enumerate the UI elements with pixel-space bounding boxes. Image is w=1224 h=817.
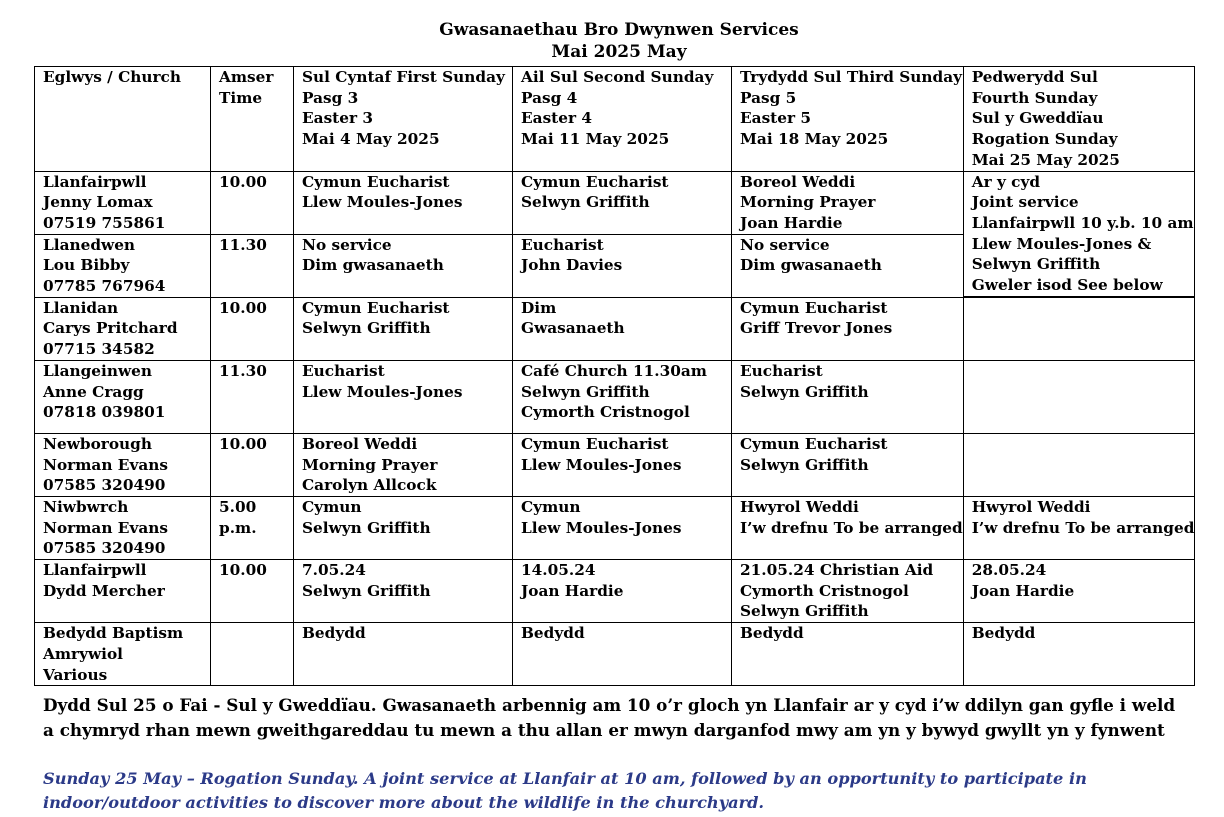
cell-sun4 (963, 496, 1195, 559)
cell-sun2 (513, 234, 732, 297)
header-sun1-line: Mai 4 May 2025 (302, 130, 440, 149)
header-sun2-line: Mai 11 May 2025 (521, 130, 670, 149)
cell-sun1 (294, 433, 513, 496)
cell-church-line: Llanedwen (43, 235, 136, 254)
cell-sun1-line: Selwyn Griffith (302, 518, 431, 537)
joint-service-cell (963, 171, 1195, 297)
cell-sun1-line: Llew Moules-Jones (302, 382, 463, 401)
cell-sun1-line: Selwyn Griffith (302, 319, 431, 338)
cell-church-line: 07585 320490 (43, 476, 166, 495)
cell-time (211, 623, 294, 686)
cell-sun2-line: Cymorth Cristnogol (521, 403, 690, 422)
cell-sun3-line: Cymorth Cristnogol (740, 581, 909, 600)
header-church-line: Eglwys / Church (43, 68, 181, 86)
cell-sun1 (294, 496, 513, 559)
joint-service-line: Gweler isod See below (971, 276, 1163, 295)
cell-sun2-line: John Davies (521, 256, 623, 275)
joint-service-line: Joint service (971, 193, 1079, 212)
header-sun2-line: Pasg 4 (521, 88, 578, 107)
cell-sun4 (963, 360, 1195, 433)
cell-sun2-line: Café Church 11.30am (521, 361, 707, 380)
cell-sun1-line: No service (302, 235, 392, 254)
table-row (35, 360, 1195, 433)
joint-service-line: Selwyn Griffith (971, 255, 1101, 274)
cell-sun3 (732, 234, 964, 297)
cell-sun2 (513, 433, 732, 496)
cell-time (211, 234, 294, 297)
cell-sun4-line: I’w drefnu To be arranged (971, 518, 1195, 537)
header-time-line: Time (219, 88, 263, 107)
cell-sun3-line: Morning Prayer (740, 193, 876, 212)
cell-sun3-line: Eucharist (740, 361, 823, 380)
cell-sun3-line: Selwyn Griffith (740, 455, 869, 474)
cell-time (211, 560, 294, 623)
cell-sun2-line: Llew Moules-Jones (521, 518, 682, 537)
cell-sun4 (963, 560, 1195, 623)
cell-time (211, 171, 294, 234)
welsh-note-line-2: a chymryd rhan mewn gweithgareddau tu mewn a thu allan er mwyn darganfod mwy am yn y bywyd gwyllt yn y fynwent (43, 720, 1165, 740)
cell-sun4-line: Hwyrol Weddi (971, 497, 1091, 516)
cell-church-line: Llanidan (43, 298, 119, 317)
cell-church (35, 234, 211, 297)
cell-church (35, 560, 211, 623)
cell-church (35, 360, 211, 433)
cell-sun3 (732, 560, 964, 623)
cell-sun1-line: Llew Moules-Jones (302, 193, 463, 212)
cell-sun2-line: Selwyn Griffith (521, 382, 650, 401)
cell-sun1-line: Morning Prayer (302, 455, 438, 474)
header-sun1-line: Easter 3 (302, 109, 374, 128)
header-sun4-line: Sul y Gweddïau (971, 109, 1104, 128)
cell-sun2-line: Gwasanaeth (521, 319, 625, 338)
header-time (211, 67, 294, 172)
cell-sun3-line: Joan Hardie (740, 213, 843, 232)
cell-church-line: Llangeinwen (43, 361, 152, 380)
cell-sun1 (294, 360, 513, 433)
cell-sun2 (513, 360, 732, 433)
header-sun1-line: Pasg 3 (302, 88, 359, 107)
header-sun1 (294, 67, 513, 172)
cell-church-line: 07715 34582 (43, 340, 155, 359)
cell-sun3-line: Boreol Weddi (740, 172, 856, 191)
cell-church-line: 07519 755861 (43, 213, 166, 232)
page-subtitle: Mai 2025 May (551, 42, 687, 62)
cell-sun1-line: Carolyn Allcock (302, 476, 437, 495)
cell-sun2-line: Selwyn Griffith (521, 193, 650, 212)
cell-time-line: 11.30 (219, 235, 267, 254)
cell-time-line: 10.00 (219, 172, 267, 191)
cell-time-line: 10.00 (219, 434, 267, 453)
cell-church-line: Norman Evans (43, 455, 168, 474)
cell-sun3-line: Selwyn Griffith (740, 602, 869, 621)
cell-church-line: Norman Evans (43, 518, 168, 537)
cell-time-line: 5.00 (219, 497, 257, 516)
cell-church-line: Jenny Lomax (43, 193, 153, 212)
cell-sun1 (294, 297, 513, 360)
cell-time (211, 433, 294, 496)
cell-sun1 (294, 171, 513, 234)
table-row (35, 560, 1195, 623)
cell-church-line: Newborough (43, 434, 152, 453)
welsh-note-line-1: Dydd Sul 25 o Fai - Sul y Gweddïau. Gwasanaeth arbennig am 10 o’r gloch yn Llanfair ar y cyd i’w ddilyn gan gyfle i weld (43, 695, 1176, 715)
cell-time (211, 360, 294, 433)
header-time-line: Amser (219, 68, 274, 86)
table-row (35, 623, 1195, 686)
cell-church-line: Various (43, 665, 108, 684)
header-church (35, 67, 211, 172)
header-sun4-line: Rogation Sunday (971, 130, 1118, 149)
cell-sun1-line: Bedydd (302, 624, 366, 643)
cell-church-line: Carys Pritchard (43, 319, 178, 338)
cell-time-line: 10.00 (219, 298, 267, 317)
cell-sun3 (732, 433, 964, 496)
cell-sun2 (513, 560, 732, 623)
cell-sun4 (963, 433, 1195, 496)
cell-sun2 (513, 297, 732, 360)
header-sun4 (963, 67, 1195, 172)
english-note-line-2: indoor/outdoor activities to discover more about the wildlife in the churchyard. (43, 793, 765, 812)
cell-sun3-line: Cymun Eucharist (740, 434, 888, 453)
cell-sun1-line: Boreol Weddi (302, 434, 418, 453)
joint-service-box (964, 172, 1195, 297)
cell-time-line: 10.00 (219, 561, 267, 580)
header-sun4-line: Mai 25 May 2025 (971, 150, 1120, 169)
cell-church (35, 496, 211, 559)
cell-sun2-line: Joan Hardie (521, 581, 624, 600)
header-sun2-line: Ail Sul Second Sunday (521, 68, 714, 86)
cell-church-line: Llanfairpwll (43, 172, 147, 191)
joint-service-line: Llanfairpwll 10 y.b. 10 am (971, 213, 1194, 232)
table-row (35, 297, 1195, 360)
cell-sun1 (294, 623, 513, 686)
cell-sun2-line: 14.05.24 (521, 561, 596, 580)
header-sun3-line: Mai 18 May 2025 (740, 130, 889, 149)
header-sun4-line: Fourth Sunday (971, 88, 1098, 107)
cell-sun3 (732, 360, 964, 433)
cell-sun4-line: Joan Hardie (971, 581, 1075, 600)
joint-service-line: Ar y cyd (971, 172, 1041, 191)
header-sun4-line: Pedwerydd Sul (971, 68, 1098, 86)
table-row (35, 433, 1195, 496)
cell-sun2-line: Cymun Eucharist (521, 172, 669, 191)
cell-sun1-line: Cymun Eucharist (302, 172, 450, 191)
cell-sun1-line: Dim gwasanaeth (302, 256, 444, 275)
cell-sun3-line: Selwyn Griffith (740, 382, 869, 401)
header-sun3-line: Easter 5 (740, 109, 812, 128)
cell-church-line: Dydd Mercher (43, 581, 165, 600)
cell-time-line: 11.30 (219, 361, 267, 380)
header-sun3 (732, 67, 964, 172)
cell-church-line: Anne Cragg (43, 382, 144, 401)
cell-church-line: Bedydd Baptism (43, 624, 184, 643)
cell-sun1-line: Selwyn Griffith (302, 581, 431, 600)
table-header-row (35, 67, 1195, 172)
cell-sun3-line: No service (740, 235, 830, 254)
cell-time (211, 496, 294, 559)
cell-sun2-line: Llew Moules-Jones (521, 455, 682, 474)
header-sun1-line: Sul Cyntaf First Sunday (302, 68, 505, 86)
cell-sun3-line: I’w drefnu To be arranged (740, 518, 963, 537)
cell-church-line: Lou Bibby (43, 256, 130, 275)
header-sun3-line: Trydydd Sul Third Sunday (740, 68, 963, 86)
cell-church-line: 07818 039801 (43, 403, 166, 422)
cell-church-line: 07585 320490 (43, 539, 166, 558)
cell-sun2 (513, 171, 732, 234)
cell-sun3-line: Dim gwasanaeth (740, 256, 882, 275)
cell-church-line: Llanfairpwll (43, 561, 147, 580)
cell-church-line: 07785 767964 (43, 277, 166, 296)
cell-church (35, 623, 211, 686)
cell-sun2 (513, 623, 732, 686)
cell-time-line: p.m. (219, 518, 257, 537)
cell-church-line: Amrywiol (43, 644, 123, 663)
cell-sun4 (963, 623, 1195, 686)
cell-sun4 (963, 297, 1195, 360)
cell-sun1 (294, 560, 513, 623)
cell-sun1 (294, 234, 513, 297)
cell-sun3 (732, 297, 964, 360)
cell-sun3-line: Griff Trevor Jones (740, 319, 893, 338)
cell-church (35, 171, 211, 234)
joint-service-line: Llew Moules-Jones & (971, 234, 1152, 253)
cell-sun3-line: Hwyrol Weddi (740, 497, 859, 516)
header-sun2-line: Easter 4 (521, 109, 593, 128)
cell-sun1-line: Cymun (302, 497, 362, 516)
cell-church (35, 433, 211, 496)
cell-sun2-line: Cymun (521, 497, 581, 516)
cell-church-line: Niwbwrch (43, 497, 129, 516)
cell-sun1-line: 7.05.24 (302, 561, 366, 580)
cell-sun3-line: Cymun Eucharist (740, 298, 888, 317)
english-note-line-1: Sunday 25 May – Rogation Sunday. A joint service at Llanfair at 10 am, followed by an opportunity to participate in (43, 769, 1087, 788)
cell-sun4-line: Bedydd (971, 624, 1036, 643)
cell-time (211, 297, 294, 360)
cell-sun3 (732, 623, 964, 686)
cell-sun3 (732, 496, 964, 559)
services-table (34, 66, 1195, 686)
cell-sun2-line: Bedydd (521, 624, 585, 643)
cell-sun2 (513, 496, 732, 559)
header-sun2 (513, 67, 732, 172)
table-row (35, 171, 1195, 234)
header-sun3-line: Pasg 5 (740, 88, 797, 107)
cell-church (35, 297, 211, 360)
cell-sun1-line: Eucharist (302, 361, 385, 380)
page-title: Gwasanaethau Bro Dwynwen Services (439, 20, 799, 40)
cell-sun3 (732, 171, 964, 234)
table-row (35, 496, 1195, 559)
cell-sun2-line: Eucharist (521, 235, 604, 254)
cell-sun2-line: Dim (521, 298, 557, 317)
cell-sun3-line: 21.05.24 Christian Aid (740, 561, 934, 580)
cell-sun1-line: Cymun Eucharist (302, 298, 450, 317)
cell-sun3-line: Bedydd (740, 624, 804, 643)
cell-sun4-line: 28.05.24 (971, 561, 1047, 580)
cell-sun2-line: Cymun Eucharist (521, 434, 669, 453)
